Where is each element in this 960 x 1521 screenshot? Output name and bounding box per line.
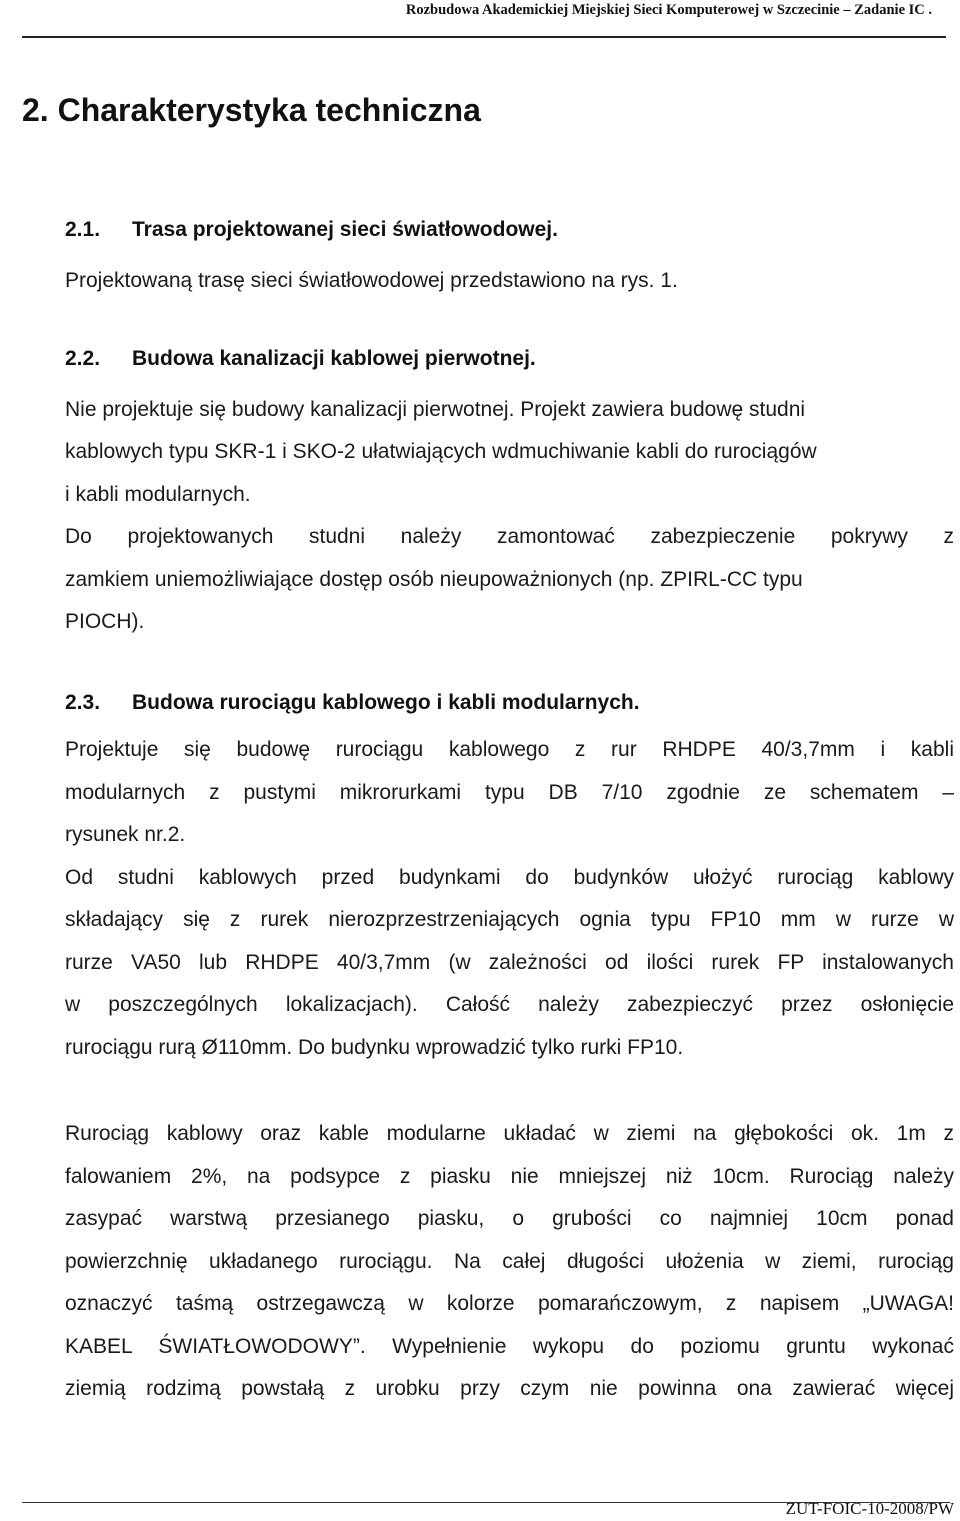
section-title: Budowa kanalizacji kablowej pierwotnej.	[132, 347, 536, 370]
section-heading-2-3	[65, 688, 640, 718]
paragraph-line: składający się z rurek nierozprzestrzeniających ognia typu FP10 mm w rurze w	[65, 908, 954, 931]
paragraph-line: modularnych z pustymi mikrorurkami typu DB 7/10 zgodnie ze schematem –	[65, 781, 954, 804]
paragraph-line: Projektuje się budowę rurociągu kablowego z rur RHDPE 40/3,7mm i kabli	[65, 738, 954, 761]
running-header: Rozbudowa Akademickiej Miejskiej Sieci Komputerowej w Szczecinie – Zadanie IC .	[405, 2, 932, 18]
paragraph-line: rurociągu rurą Ø110mm. Do budynku wprowadzić tylko rurki FP10.	[65, 1036, 684, 1059]
header-divider	[22, 36, 946, 38]
document-code: ZUT-FOIC-10-2008/PW	[785, 1499, 954, 1518]
paragraph-line: i kabli modularnych.	[65, 483, 251, 506]
paragraph-line: w poszczególnych lokalizacjach). Całość należy zabezpieczyć przez osłonięcie	[65, 993, 954, 1016]
section-heading-2-2	[65, 344, 536, 374]
chapter-title: 2. Charakterystyka techniczna	[22, 92, 481, 128]
paragraph-line: zasypać warstwą przesianego piasku, o grubości co najmniej 10cm ponad	[65, 1207, 954, 1230]
paragraph-line: powierzchnię układanego rurociągu. Na całej długości ułożenia w ziemi, rurociąg	[65, 1250, 954, 1273]
paragraph-line: Do projektowanych studni należy zamontować zabezpieczenie pokrywy z	[65, 525, 954, 548]
paragraph-line: PIOCH).	[65, 610, 145, 633]
section-heading-2-1	[65, 215, 558, 245]
paragraph-line: rurze VA50 lub RHDPE 40/3,7mm (w zależności od ilości rurek FP instalowanych	[65, 951, 954, 974]
paragraph-line: kablowych typu SKR-1 i SKO-2 ułatwiających wdmuchiwanie kabli do rurociągów	[65, 440, 817, 463]
paragraph-line: falowaniem 2%, na podsypce z piasku nie mniejszej niż 10cm. Rurociąg należy	[65, 1165, 954, 1188]
section-number: 2.2.	[65, 347, 101, 370]
section-title: Budowa rurociągu kablowego i kabli modularnych.	[132, 691, 640, 714]
paragraph-line: Od studni kablowych przed budynkami do budynków ułożyć rurociąg kablowy	[65, 866, 954, 889]
paragraph-line: oznaczyć taśmą ostrzegawczą w kolorze pomarańczowym, z napisem „UWAGA!	[65, 1292, 954, 1315]
paragraph-line: Projektowaną trasę sieci światłowodowej przedstawiono na rys. 1.	[65, 269, 678, 292]
paragraph-line: Nie projektuje się budowy kanalizacji pierwotnej. Projekt zawiera budowę studni	[65, 398, 806, 421]
section-number: 2.3.	[65, 691, 101, 714]
paragraph-line: KABEL ŚWIATŁOWODOWY”. Wypełnienie wykopu do poziomu gruntu wykonać	[65, 1335, 954, 1358]
paragraph-line: ziemią rodzimą powstałą z urobku przy czym nie powinna ona zawierać więcej	[65, 1377, 954, 1400]
paragraph-line: zamkiem uniemożliwiające dostęp osób nieupoważnionych (np. ZPIRL-CC typu	[65, 568, 803, 591]
paragraph-line: rysunek nr.2.	[65, 823, 186, 846]
section-title: Trasa projektowanej sieci światłowodowej.	[132, 218, 558, 241]
paragraph-line: Rurociąg kablowy oraz kable modularne układać w ziemi na głębokości ok. 1m z	[65, 1122, 954, 1145]
section-number: 2.1.	[65, 218, 101, 241]
